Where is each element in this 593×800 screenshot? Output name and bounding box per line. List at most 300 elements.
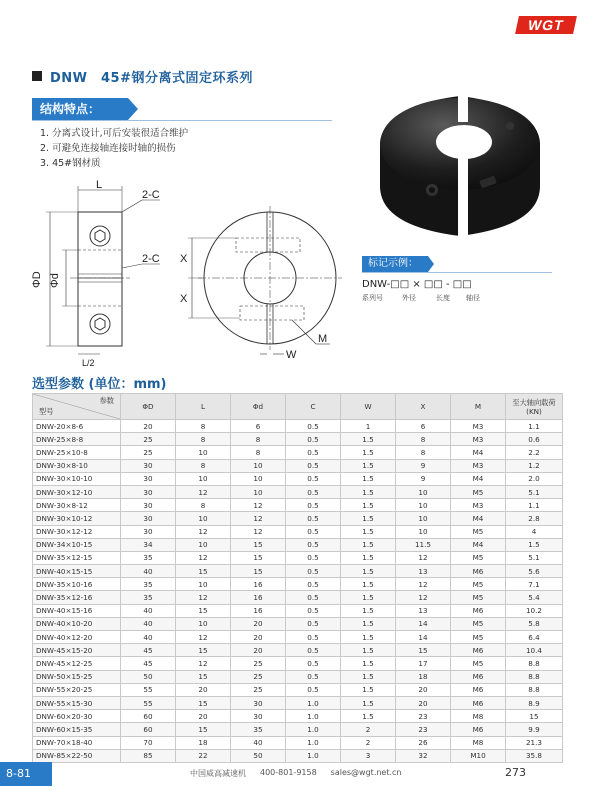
table-cell: 1.5 bbox=[341, 512, 396, 525]
table-cell: 30 bbox=[121, 512, 176, 525]
table-cell: 26 bbox=[396, 736, 451, 749]
table-cell: 50 bbox=[121, 670, 176, 683]
table-cell: 1.0 bbox=[286, 723, 341, 736]
table-cell: 10 bbox=[176, 472, 231, 485]
table-cell: 30 bbox=[121, 525, 176, 538]
table-cell: 13 bbox=[396, 604, 451, 617]
table-cell: 35.8 bbox=[506, 749, 563, 762]
table-cell: 15 bbox=[176, 670, 231, 683]
page-tab: 8-81 bbox=[0, 762, 52, 786]
col-header: C bbox=[286, 394, 341, 420]
table-cell: 0.5 bbox=[286, 644, 341, 657]
table-cell: 45 bbox=[121, 644, 176, 657]
col-header: ΦD bbox=[121, 394, 176, 420]
table-cell: 16 bbox=[231, 604, 286, 617]
table-cell: 15 bbox=[176, 604, 231, 617]
table-row bbox=[33, 433, 563, 446]
table-row bbox=[33, 670, 563, 683]
footer-email: sales@wgt.net.cn bbox=[330, 768, 402, 777]
table-cell: 8 bbox=[176, 433, 231, 446]
table-cell: M6 bbox=[451, 644, 506, 657]
table-cell: 0.5 bbox=[286, 433, 341, 446]
table-cell: M5 bbox=[451, 578, 506, 591]
table-cell: 0.5 bbox=[286, 499, 341, 512]
table-cell: 1.5 bbox=[341, 499, 396, 512]
table-row bbox=[33, 604, 563, 617]
table-cell: 11.5 bbox=[396, 538, 451, 551]
table-cell: 30 bbox=[231, 696, 286, 709]
model-cell: DNW-30×10-10 bbox=[33, 472, 121, 485]
table-cell: 20 bbox=[231, 644, 286, 657]
table-cell: 23 bbox=[396, 710, 451, 723]
dim-label-L-half: L/2 bbox=[82, 358, 95, 368]
table-cell: M3 bbox=[451, 433, 506, 446]
table-cell: 35 bbox=[121, 551, 176, 564]
table-cell: 40 bbox=[121, 617, 176, 630]
table-cell: 10 bbox=[176, 538, 231, 551]
table-cell: 15 bbox=[506, 710, 563, 723]
table-cell: M8 bbox=[451, 736, 506, 749]
table-cell: 10 bbox=[231, 459, 286, 472]
table-cell: 40 bbox=[121, 565, 176, 578]
table-cell: 1.5 bbox=[341, 538, 396, 551]
brand-logo: WGT bbox=[515, 16, 577, 34]
table-cell: 25 bbox=[231, 683, 286, 696]
table-cell: 0.5 bbox=[286, 472, 341, 485]
table-cell: 10 bbox=[231, 485, 286, 498]
model-cell: DNW-35×10-16 bbox=[33, 578, 121, 591]
table-cell: 8 bbox=[176, 420, 231, 433]
col-header: M bbox=[451, 394, 506, 420]
table-cell: 25 bbox=[121, 446, 176, 459]
table-cell: 12 bbox=[176, 591, 231, 604]
table-cell: 10.4 bbox=[506, 644, 563, 657]
table-cell: 70 bbox=[121, 736, 176, 749]
table-cell: 0.5 bbox=[286, 525, 341, 538]
table-cell: 10 bbox=[176, 512, 231, 525]
table-cell: M10 bbox=[451, 749, 506, 762]
table-cell: 15 bbox=[396, 644, 451, 657]
col-header: X bbox=[396, 394, 451, 420]
table-cell: 8 bbox=[396, 433, 451, 446]
footer-company: 中国威高减速机 bbox=[190, 769, 246, 778]
table-cell: 0.5 bbox=[286, 459, 341, 472]
marking-heading: 标记示例： bbox=[362, 256, 428, 272]
table-cell: 30 bbox=[231, 710, 286, 723]
table-cell: 0.5 bbox=[286, 420, 341, 433]
table-cell: 10 bbox=[396, 499, 451, 512]
table-cell: 1.5 bbox=[341, 551, 396, 564]
table-cell: 1.5 bbox=[341, 657, 396, 670]
table-cell: 17 bbox=[396, 657, 451, 670]
table-cell: 12 bbox=[396, 551, 451, 564]
model-cell: DNW-30×8-12 bbox=[33, 499, 121, 512]
footer-phone: 400-801-9158 bbox=[260, 768, 317, 777]
features-list bbox=[40, 126, 188, 171]
table-row bbox=[33, 617, 563, 630]
table-cell: 5.1 bbox=[506, 485, 563, 498]
table-cell: 30 bbox=[121, 499, 176, 512]
table-cell: 1.5 bbox=[341, 525, 396, 538]
table-cell: 16 bbox=[231, 591, 286, 604]
model-cell: DNW-55×15-30 bbox=[33, 696, 121, 709]
features-divider bbox=[32, 120, 332, 121]
table-cell: 20 bbox=[121, 420, 176, 433]
table-cell: 5.4 bbox=[506, 591, 563, 604]
table-cell: 2 bbox=[341, 736, 396, 749]
table-cell: 20 bbox=[396, 683, 451, 696]
table-cell: 10 bbox=[396, 525, 451, 538]
marking-part-length: 长度 bbox=[436, 294, 450, 302]
table-row bbox=[33, 538, 563, 551]
table-row bbox=[33, 565, 563, 578]
page-number: 273 bbox=[505, 766, 526, 779]
table-cell: 15 bbox=[176, 644, 231, 657]
table-cell: 30 bbox=[121, 472, 176, 485]
table-cell: 12 bbox=[176, 485, 231, 498]
table-cell: M5 bbox=[451, 551, 506, 564]
model-cell: DNW-70×18-40 bbox=[33, 736, 121, 749]
title-square-marker bbox=[32, 71, 42, 81]
table-cell: 40 bbox=[121, 631, 176, 644]
table-cell: 1.0 bbox=[286, 710, 341, 723]
table-cell: 50 bbox=[231, 749, 286, 762]
model-cell: DNW-25×8-8 bbox=[33, 433, 121, 446]
table-cell: 0.5 bbox=[286, 446, 341, 459]
table-cell: 2.8 bbox=[506, 512, 563, 525]
table-cell: 14 bbox=[396, 631, 451, 644]
table-cell: 20 bbox=[396, 696, 451, 709]
table-row bbox=[33, 578, 563, 591]
table-row bbox=[33, 683, 563, 696]
table-cell: M5 bbox=[451, 525, 506, 538]
model-cell: DNW-30×12-12 bbox=[33, 525, 121, 538]
table-cell: 8 bbox=[176, 459, 231, 472]
table-cell: 1.5 bbox=[341, 591, 396, 604]
corner-label-model: 型号 bbox=[39, 407, 54, 416]
table-cell: 21.3 bbox=[506, 736, 563, 749]
model-cell: DNW-85×22-50 bbox=[33, 749, 121, 762]
table-cell: 35 bbox=[121, 591, 176, 604]
table-cell: 10 bbox=[231, 472, 286, 485]
table-cell: 85 bbox=[121, 749, 176, 762]
table-cell: 35 bbox=[121, 578, 176, 591]
table-cell: 12 bbox=[231, 525, 286, 538]
model-cell: DNW-50×15-25 bbox=[33, 670, 121, 683]
table-cell: 6 bbox=[396, 420, 451, 433]
table-cell: 1.1 bbox=[506, 499, 563, 512]
table-cell: 55 bbox=[121, 683, 176, 696]
model-cell: DNW-35×12-16 bbox=[33, 591, 121, 604]
table-cell: M6 bbox=[451, 683, 506, 696]
marking-part-series: 系列号 bbox=[362, 294, 383, 302]
table-cell: M4 bbox=[451, 512, 506, 525]
table-cell: 0.5 bbox=[286, 657, 341, 670]
table-cell: 8.8 bbox=[506, 683, 563, 696]
marking-code: DNW-□□ × □□ - □□ bbox=[362, 279, 472, 290]
col-header: L bbox=[176, 394, 231, 420]
table-row bbox=[33, 420, 563, 433]
table-cell: 55 bbox=[121, 696, 176, 709]
dim-label-L: L bbox=[96, 179, 103, 191]
table-cell: 45 bbox=[121, 657, 176, 670]
dim-label-W: W bbox=[286, 349, 297, 361]
table-cell: M5 bbox=[451, 657, 506, 670]
model-cell: DNW-20×8-6 bbox=[33, 420, 121, 433]
table-cell: 1.5 bbox=[341, 565, 396, 578]
table-row bbox=[33, 485, 563, 498]
table-cell: 9.9 bbox=[506, 723, 563, 736]
table-cell: 8.8 bbox=[506, 657, 563, 670]
table-cell: M3 bbox=[451, 420, 506, 433]
table-row bbox=[33, 723, 563, 736]
table-cell: 40 bbox=[121, 604, 176, 617]
table-cell: 10 bbox=[396, 485, 451, 498]
model-cell: DNW-30×12-10 bbox=[33, 485, 121, 498]
table-cell: 1.0 bbox=[286, 696, 341, 709]
table-cell: 12 bbox=[176, 657, 231, 670]
marking-part-shaft-diameter: 轴径 bbox=[466, 294, 480, 302]
feature-item: 2. 可避免连接轴连接时轴的损伤 bbox=[40, 143, 176, 154]
table-cell: M6 bbox=[451, 696, 506, 709]
table-cell: 22 bbox=[176, 749, 231, 762]
table-row bbox=[33, 657, 563, 670]
col-header: Φd bbox=[231, 394, 286, 420]
table-cell: 1.5 bbox=[341, 710, 396, 723]
table-cell: 20 bbox=[176, 710, 231, 723]
dim-label-chamfer-bottom: 2-C bbox=[142, 253, 160, 265]
table-cell: 15 bbox=[176, 723, 231, 736]
table-cell: 12 bbox=[231, 512, 286, 525]
model-cell: DNW-34×10-15 bbox=[33, 538, 121, 551]
table-cell: 1.5 bbox=[341, 631, 396, 644]
table-cell: 30 bbox=[121, 485, 176, 498]
model-cell: DNW-40×12-20 bbox=[33, 631, 121, 644]
table-cell: 14 bbox=[396, 617, 451, 630]
table-cell: 1.5 bbox=[341, 433, 396, 446]
table-cell: 15 bbox=[231, 565, 286, 578]
table-cell: 18 bbox=[176, 736, 231, 749]
table-cell: 5.1 bbox=[506, 551, 563, 564]
table-cell: 1.5 bbox=[341, 472, 396, 485]
table-cell: M3 bbox=[451, 459, 506, 472]
table-cell: 12 bbox=[396, 578, 451, 591]
table-cell: 1.0 bbox=[286, 749, 341, 762]
table-cell: 2 bbox=[341, 723, 396, 736]
page-title: DNW 45#钢分离式固定环系列 bbox=[50, 70, 253, 86]
table-cell: M5 bbox=[451, 617, 506, 630]
dim-label-M: M bbox=[318, 333, 328, 345]
table-cell: M5 bbox=[451, 485, 506, 498]
table-cell: 10 bbox=[396, 512, 451, 525]
table-cell: 1.5 bbox=[341, 446, 396, 459]
table-row bbox=[33, 499, 563, 512]
page-title-row bbox=[32, 68, 253, 84]
table-cell: 1.5 bbox=[341, 604, 396, 617]
features-heading: 结构特点： bbox=[32, 98, 128, 120]
table-cell: 9 bbox=[396, 472, 451, 485]
feature-item: 3. 45#钢材质 bbox=[40, 158, 101, 169]
table-cell: 0.5 bbox=[286, 565, 341, 578]
table-cell: 8.9 bbox=[506, 696, 563, 709]
table-cell: 7.1 bbox=[506, 578, 563, 591]
dim-label-X-bottom: X bbox=[180, 293, 188, 305]
table-row bbox=[33, 591, 563, 604]
model-cell: DNW-60×15-35 bbox=[33, 723, 121, 736]
model-cell: DNW-40×10-20 bbox=[33, 617, 121, 630]
table-row bbox=[33, 644, 563, 657]
table-cell: M6 bbox=[451, 604, 506, 617]
footer-contact bbox=[190, 768, 402, 779]
table-cell: 1.0 bbox=[286, 736, 341, 749]
table-cell: 8 bbox=[231, 433, 286, 446]
table-cell: 5.8 bbox=[506, 617, 563, 630]
spec-title: 选型参数 (单位：mm) bbox=[32, 377, 167, 392]
table-cell: 0.5 bbox=[286, 670, 341, 683]
table-cell: 12 bbox=[176, 631, 231, 644]
table-cell: 0.5 bbox=[286, 604, 341, 617]
table-cell: 1.5 bbox=[341, 578, 396, 591]
table-cell: 20 bbox=[231, 617, 286, 630]
table-cell: 60 bbox=[121, 710, 176, 723]
table-cell: 15 bbox=[231, 551, 286, 564]
table-cell: 10 bbox=[176, 578, 231, 591]
technical-drawing bbox=[30, 178, 360, 368]
product-photo bbox=[360, 86, 560, 246]
dim-label-chamfer-top: 2-C bbox=[142, 189, 160, 201]
table-cell: 32 bbox=[396, 749, 451, 762]
table-cell: 0.5 bbox=[286, 591, 341, 604]
table-row bbox=[33, 512, 563, 525]
table-cell: M8 bbox=[451, 710, 506, 723]
model-cell: DNW-60×20-30 bbox=[33, 710, 121, 723]
table-row bbox=[33, 525, 563, 538]
table-cell: 13 bbox=[396, 565, 451, 578]
table-cell: 0.5 bbox=[286, 551, 341, 564]
table-cell: 1.2 bbox=[506, 459, 563, 472]
dim-label-X-top: X bbox=[180, 253, 188, 265]
table-cell: 60 bbox=[121, 723, 176, 736]
table-cell: 5.6 bbox=[506, 565, 563, 578]
model-cell: DNW-45×15-20 bbox=[33, 644, 121, 657]
table-row bbox=[33, 710, 563, 723]
table-cell: 8.8 bbox=[506, 670, 563, 683]
model-cell: DNW-45×12-25 bbox=[33, 657, 121, 670]
table-cell: M4 bbox=[451, 472, 506, 485]
table-row bbox=[33, 459, 563, 472]
table-cell: 30 bbox=[121, 459, 176, 472]
table-cell: 1 bbox=[341, 420, 396, 433]
table-cell: 0.5 bbox=[286, 538, 341, 551]
model-cell: DNW-40×15-15 bbox=[33, 565, 121, 578]
table-cell: 8 bbox=[176, 499, 231, 512]
corner-label-param: 参数 bbox=[99, 396, 114, 405]
table-cell: M4 bbox=[451, 538, 506, 551]
spec-table bbox=[32, 393, 563, 763]
model-cell: DNW-40×15-16 bbox=[33, 604, 121, 617]
col-header-max-axial-load: 至大轴向载荷(KN) bbox=[506, 394, 563, 420]
table-cell: 0.6 bbox=[506, 433, 563, 446]
feature-item: 1. 分离式设计,可后安装很适合维护 bbox=[40, 128, 189, 139]
table-cell: 0.5 bbox=[286, 578, 341, 591]
table-cell: 8 bbox=[396, 446, 451, 459]
table-cell: 15 bbox=[176, 696, 231, 709]
table-cell: 12 bbox=[176, 551, 231, 564]
spec-header-row bbox=[33, 394, 563, 420]
table-cell: 6.4 bbox=[506, 631, 563, 644]
spec-corner-header bbox=[33, 394, 121, 420]
table-row bbox=[33, 631, 563, 644]
table-cell: 15 bbox=[231, 538, 286, 551]
table-cell: 0.5 bbox=[286, 631, 341, 644]
table-cell: 0.5 bbox=[286, 485, 341, 498]
table-cell: 6 bbox=[231, 420, 286, 433]
table-cell: M5 bbox=[451, 591, 506, 604]
table-cell: 0.5 bbox=[286, 617, 341, 630]
table-cell: M5 bbox=[451, 631, 506, 644]
table-cell: 25 bbox=[121, 433, 176, 446]
table-cell: 3 bbox=[341, 749, 396, 762]
marking-example bbox=[360, 274, 560, 304]
table-cell: 18 bbox=[396, 670, 451, 683]
table-cell: 1.5 bbox=[341, 617, 396, 630]
model-cell: DNW-30×8-10 bbox=[33, 459, 121, 472]
dim-label-phi-D: ΦD bbox=[31, 271, 43, 288]
table-cell: 1.5 bbox=[341, 644, 396, 657]
table-cell: 25 bbox=[231, 670, 286, 683]
table-cell: 23 bbox=[396, 723, 451, 736]
table-cell: 10.2 bbox=[506, 604, 563, 617]
dim-label-phi-d: Φd bbox=[49, 273, 61, 288]
table-cell: 1.1 bbox=[506, 420, 563, 433]
table-cell: M4 bbox=[451, 446, 506, 459]
model-cell: DNW-55×20-25 bbox=[33, 683, 121, 696]
table-row bbox=[33, 551, 563, 564]
marking-part-outer-diameter: 外径 bbox=[402, 294, 416, 302]
model-cell: DNW-30×10-12 bbox=[33, 512, 121, 525]
table-row bbox=[33, 472, 563, 485]
table-cell: 1.5 bbox=[341, 696, 396, 709]
table-cell: 16 bbox=[231, 578, 286, 591]
col-header: W bbox=[341, 394, 396, 420]
table-cell: 25 bbox=[231, 657, 286, 670]
table-cell: 40 bbox=[231, 736, 286, 749]
table-cell: 0.5 bbox=[286, 683, 341, 696]
table-cell: 10 bbox=[176, 617, 231, 630]
table-row bbox=[33, 696, 563, 709]
table-cell: 20 bbox=[231, 631, 286, 644]
table-row bbox=[33, 446, 563, 459]
model-cell: DNW-35×12-15 bbox=[33, 551, 121, 564]
table-cell: 1.5 bbox=[506, 538, 563, 551]
model-cell: DNW-25×10-8 bbox=[33, 446, 121, 459]
table-cell: 12 bbox=[396, 591, 451, 604]
table-cell: 1.5 bbox=[341, 670, 396, 683]
table-cell: 12 bbox=[176, 525, 231, 538]
table-cell: 0.5 bbox=[286, 512, 341, 525]
table-cell: 9 bbox=[396, 459, 451, 472]
table-cell: 4 bbox=[506, 525, 563, 538]
marking-divider bbox=[362, 272, 552, 273]
table-cell: M3 bbox=[451, 499, 506, 512]
table-cell: 34 bbox=[121, 538, 176, 551]
table-cell: M6 bbox=[451, 723, 506, 736]
table-cell: M6 bbox=[451, 670, 506, 683]
table-row bbox=[33, 736, 563, 749]
table-cell: 20 bbox=[176, 683, 231, 696]
table-row bbox=[33, 749, 563, 762]
table-cell: 2.0 bbox=[506, 472, 563, 485]
